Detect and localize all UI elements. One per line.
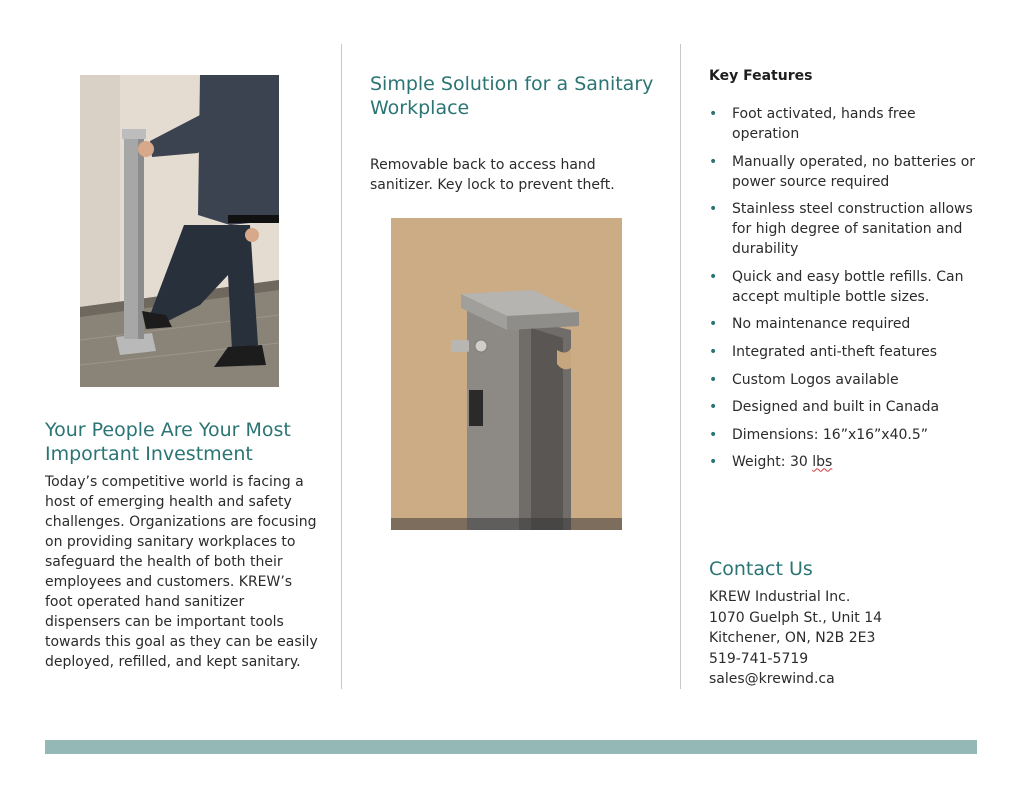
feature-text: No maintenance required	[732, 316, 911, 333]
feature-item	[709, 397, 984, 417]
bullet-icon: •	[709, 316, 718, 333]
weight-prefix: Weight: 30	[732, 454, 813, 471]
left-panel-body: Today’s competitive world is facing a host of emerging health and safety challenges. Organizations are focusing on providing sanitary workplaces to safeguard the health of both their employees and customers. KREW’s foot operated hand sanitizer dispensers can be important tools towards this goal as they can be easily deployed, refilled, and kept sanitary.	[45, 474, 318, 670]
company-name: KREW Industrial Inc.	[709, 589, 851, 605]
feature-text: Manually operated, no batteries or power source required	[732, 153, 976, 190]
bullet-icon: •	[709, 343, 718, 360]
bullet-icon: •	[709, 399, 718, 416]
bullet-icon: •	[709, 426, 718, 443]
feature-text: Foot activated, hands free operation	[732, 106, 916, 142]
bullet-icon: •	[709, 201, 718, 218]
feature-text: Designed and built in Canada	[732, 399, 940, 416]
feature-text: Quick and easy bottle refills. Can accept multiple bottle sizes.	[732, 268, 964, 305]
phone-number: 519-741-5719	[709, 650, 809, 667]
feature-text: Stainless steel construction allows for high degree of sanitation and durability	[732, 201, 973, 258]
street-address: 1070 Guelph St., Unit 14	[709, 609, 883, 626]
dispenser-in-use-photo	[80, 75, 279, 387]
feature-item-weight	[709, 452, 984, 472]
feature-text: Integrated anti-theft features	[732, 343, 938, 360]
feature-item	[709, 152, 984, 192]
feature-item	[709, 425, 984, 445]
feature-item	[709, 267, 984, 307]
feature-item	[709, 342, 984, 362]
key-features-title: Key Features	[709, 68, 813, 84]
email-address[interactable]: sales@krewind.ca	[709, 671, 835, 687]
weight-unit: lbs	[812, 454, 833, 471]
contact-details	[709, 587, 979, 690]
key-features-list	[709, 104, 984, 480]
column-divider-left	[341, 44, 342, 689]
footer-bar	[45, 740, 977, 754]
bullet-icon: •	[709, 106, 718, 122]
feature-text: Dimensions: 16”x16”x40.5”	[732, 426, 929, 443]
bullet-icon: •	[709, 371, 718, 388]
contact-heading: Contact Us	[709, 558, 813, 580]
bullet-icon: •	[709, 268, 718, 285]
feature-text: Custom Logos available	[732, 371, 899, 388]
middle-panel-heading: Simple Solution for a Sanitary Workplace	[370, 73, 654, 119]
bullet-icon: •	[709, 454, 718, 471]
column-divider-right	[680, 44, 681, 689]
feature-item	[709, 104, 984, 144]
left-panel-heading: Your People Are Your Most Important Investment	[45, 419, 291, 465]
city-address: Kitchener, ON, N2B 2E3	[709, 630, 876, 646]
feature-item	[709, 314, 984, 334]
middle-panel-body: Removable back to access hand sanitizer. Key lock to prevent theft.	[370, 157, 615, 193]
feature-item	[709, 199, 984, 259]
dispenser-closeup-photo	[391, 218, 622, 530]
bullet-icon: •	[709, 153, 718, 170]
feature-item	[709, 370, 984, 390]
